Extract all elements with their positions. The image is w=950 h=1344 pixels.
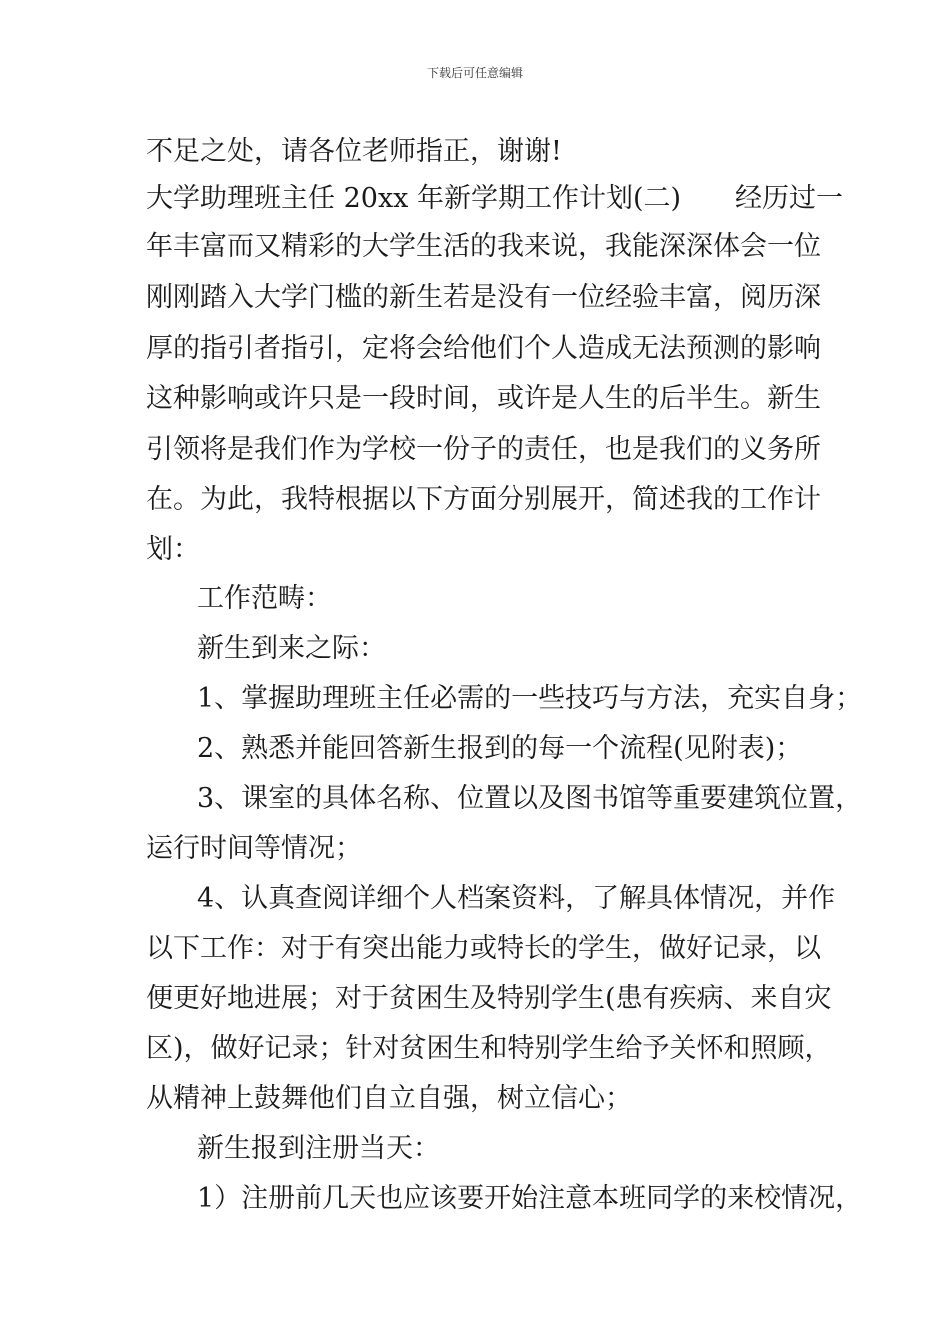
text-line: 运行时间等情况； (146, 833, 362, 864)
section-heading: 工作范畴： (197, 583, 332, 614)
text-line: 以下工作：对于有突出能力或特长的学生，做好记录，以 (146, 933, 821, 964)
text-line: 刚刚踏入大学门槛的新生若是没有一位经验丰富，阅历深 (146, 282, 821, 313)
section-heading: 新生到来之际： (197, 633, 386, 664)
list-item: 4、认真查阅详细个人档案资料，了解具体情况，并作 (197, 883, 836, 914)
text-line: 从精神上鼓舞他们自立自强，树立信心； (146, 1083, 632, 1114)
text-line: 在。为此，我特根据以下方面分别展开，简述我的工作计 (146, 484, 821, 515)
text-line: 厚的指引者指引，定将会给他们个人造成无法预测的影响 (146, 333, 821, 364)
text-line: 便更好地进展；对于贫困生及特别学生(患有疾病、来自灾 (146, 983, 832, 1014)
list-item: 1）注册前几天也应该要开始注意本班同学的来校情况， (197, 1183, 863, 1214)
text-line: 这种影响或许只是一段时间，或许是人生的后半生。新生 (146, 383, 821, 414)
text-line: 区)，做好记录；针对贫困生和特别学生给予关怀和照顾， (146, 1033, 832, 1064)
text-line: 不足之处，请各位老师指正，谢谢! (146, 136, 562, 167)
text-line: 大学助理班主任 20xx 年新学期工作计划(二) 经历过一 (146, 183, 844, 214)
text-line: 引领将是我们作为学校一份子的责任，也是我们的义务所 (146, 434, 821, 465)
text-line: 划： (146, 534, 200, 565)
section-heading: 新生报到注册当天： (197, 1133, 440, 1164)
text-line: 年丰富而又精彩的大学生活的我来说，我能深深体会一位 (146, 231, 821, 262)
list-item: 3、课室的具体名称、位置以及图书馆等重要建筑位置， (197, 783, 863, 814)
page-header: 下载后可任意编辑 (426, 66, 523, 80)
list-item: 2、熟悉并能回答新生报到的每一个流程(见附表)； (197, 733, 803, 764)
list-item: 1、掌握助理班主任必需的一些技巧与方法，充实自身； (197, 683, 863, 714)
